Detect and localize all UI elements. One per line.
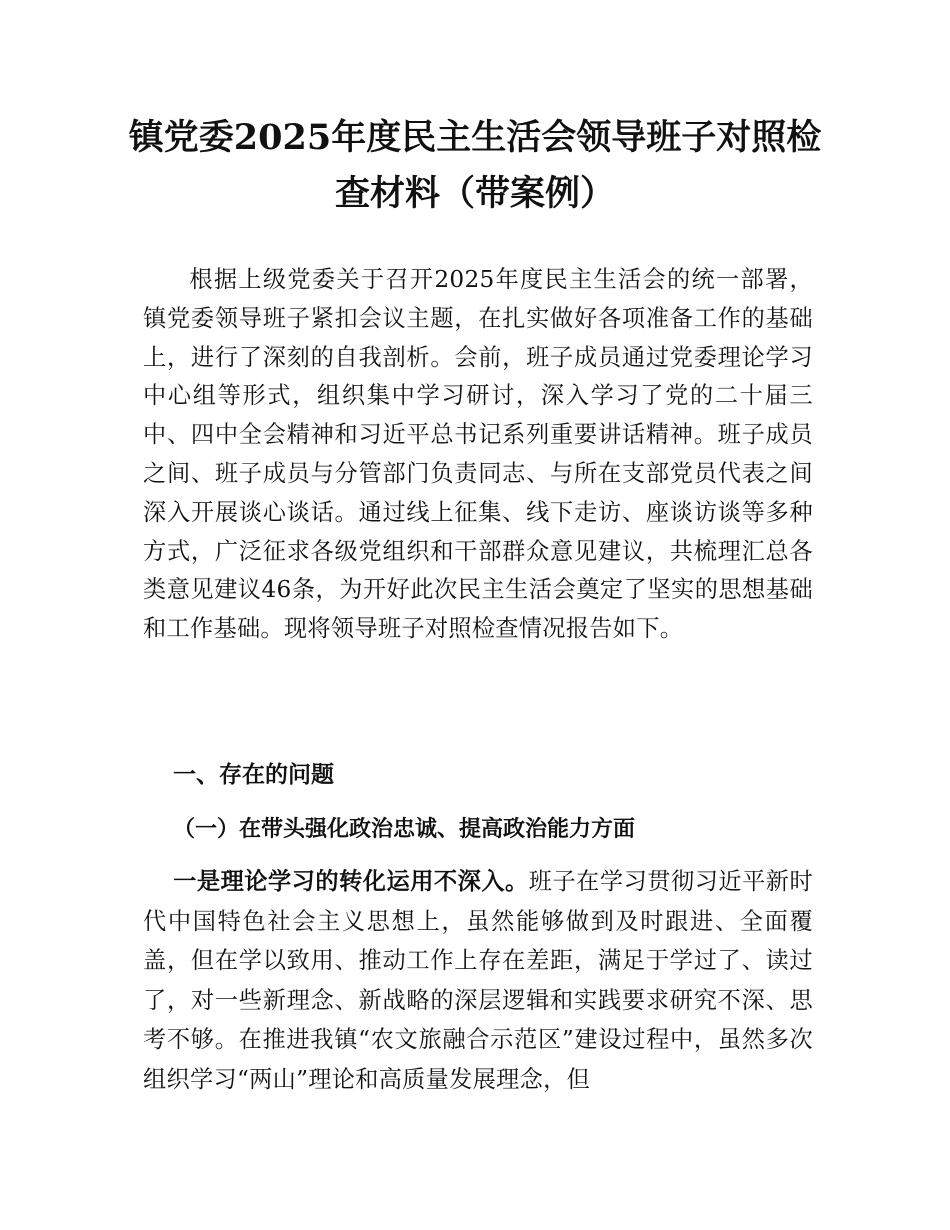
point-paragraph xyxy=(143,862,813,1100)
section-heading: 一、存在的问题 xyxy=(173,762,334,788)
point-text: 班子在学习贯彻习近平新时代中国特色社会主义思想上，虽然能够做到及时跟进、全面覆盖，但在学以致用、推动工作上存在差距，满足于学过了、读过了，对一些新理念、新战略的深层逻辑和实践要求研究不深、思考不够。在推进我镇“农文旅融合示范区”建设过程中，虽然多次组织学习“两山”理论和高质量发展理念，但 xyxy=(143,868,813,1093)
subsection-heading: （一）在带头强化政治忠诚、提高政治能力方面 xyxy=(173,816,636,842)
intro-paragraph: 根据上级党委关于召开2025年度民主生活会的统一部署，镇党委领导班子紧扣会议主题，在扎实做好各项准备工作的基础上，进行了深刻的自我剖析。会前，班子成员通过党委理论学习中心组等形式，组织集中学习研讨，深入学习了党的二十届三中、四中全会精神和习近平总书记系列重要讲话精神。班子成员之间、班子成员与分管部门负责同志、与所在支部党员代表之间深入开展谈心谈话。通过线上征集、线下走访、座谈访谈等多种方式，广泛征求各级党组织和干部群众意见建议，共梳理汇总各类意见建议46条，为开好此次民主生活会奠定了坚实的思想基础和工作基础。现将领导班子对照检查情况报告如下。 xyxy=(143,266,813,643)
point-lead: 一是理论学习的转化运用不深入。 xyxy=(173,868,529,895)
document-title: 镇党委2025年度民主生活会领导班子对照检查材料（带案例） xyxy=(128,117,822,214)
